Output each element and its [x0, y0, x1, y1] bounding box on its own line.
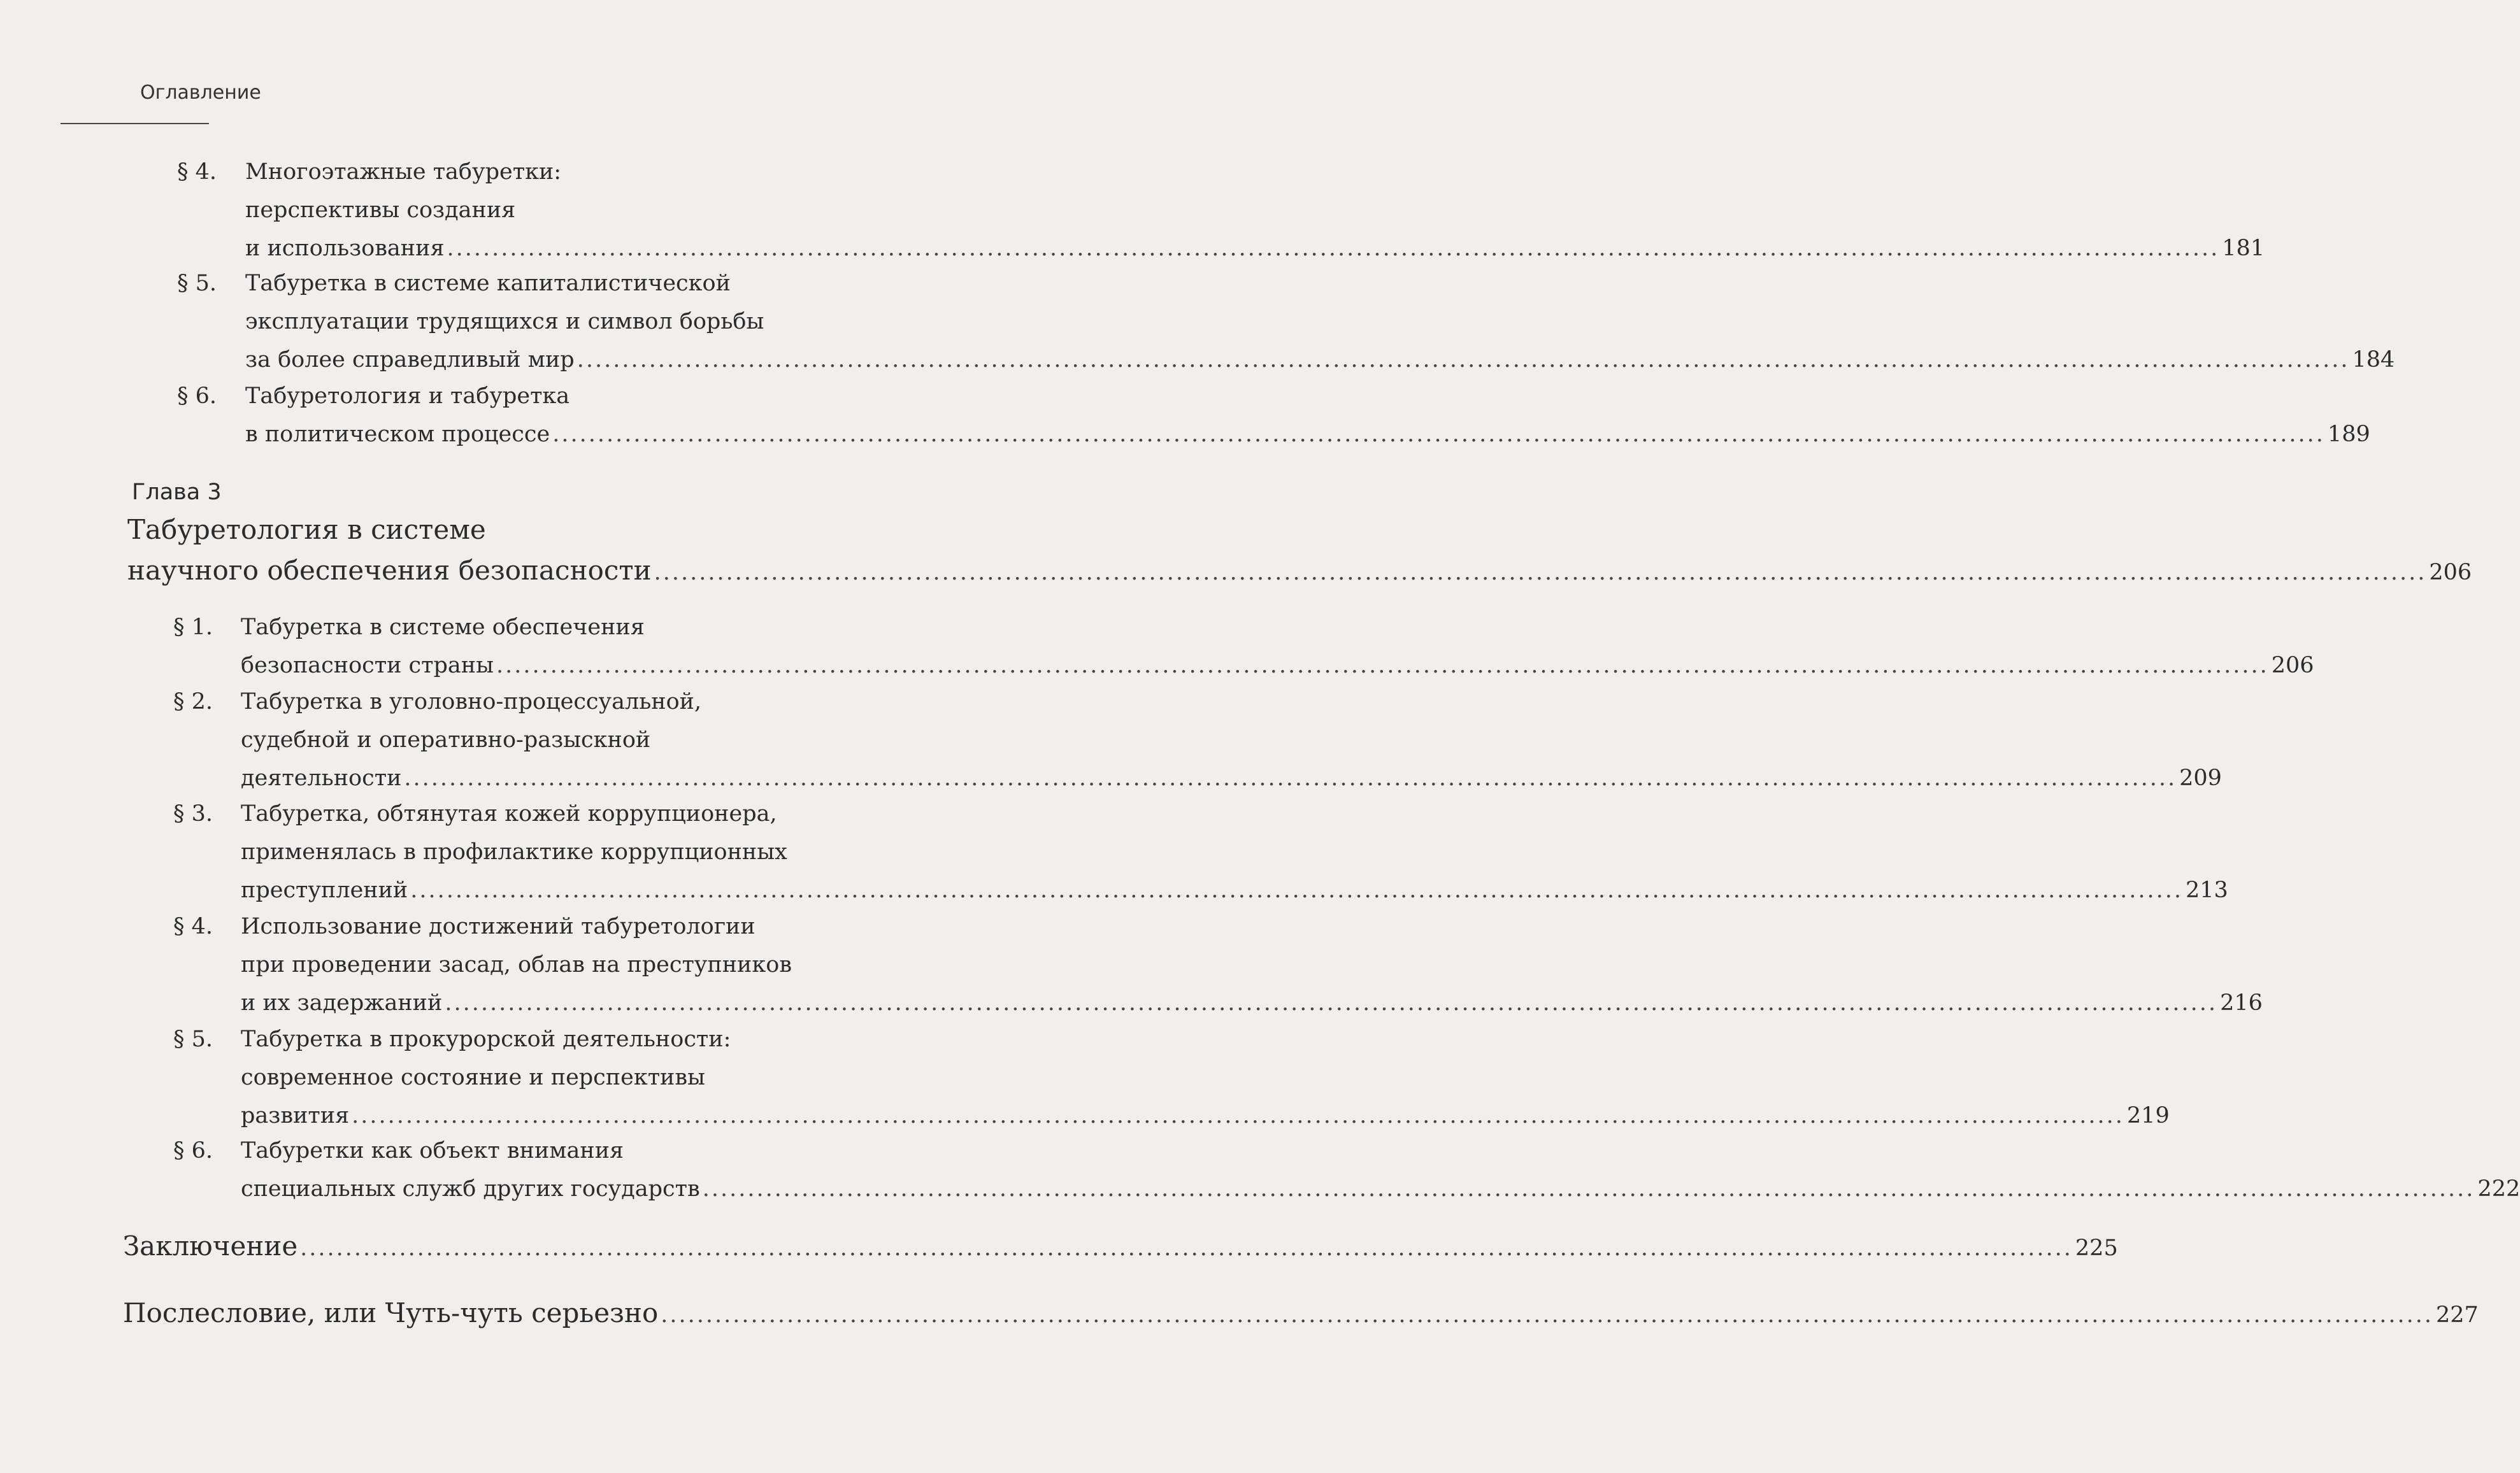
section-number: § 2. — [173, 689, 213, 715]
toc-entry-line: Табуретка, обтянутая кожей коррупционера, — [241, 801, 777, 827]
toc-entry-line: специальных служб других государств — [241, 1176, 700, 1202]
dot-leader: ..................................................................................................................................................................................................... — [404, 765, 2177, 791]
page-number: 219 — [2126, 1103, 2170, 1128]
toc-entry-line: в политическом процессе — [245, 422, 550, 447]
toc-entry-line: эксплуатации трудящихся и символ борьбы — [245, 309, 764, 334]
section-number: § 1. — [173, 615, 213, 640]
dot-leader: ..................................................................................................................................................................................................... — [496, 653, 2269, 678]
toc-entry-line: Табуретка в системе капиталистической — [245, 271, 731, 296]
toc-entry-line: современное состояние и перспективы — [241, 1065, 705, 1090]
toc-entry-line: Многоэтажные табуретки: — [245, 159, 562, 185]
afterword-title: Послесловие, или Чуть-чуть серьезно — [123, 1297, 659, 1328]
toc-entry-line: безопасности страны — [241, 653, 494, 678]
chapter-title-line: научного обеспечения безопасности — [127, 555, 652, 586]
running-head: Оглавление — [140, 82, 261, 104]
toc-entry-line: деятельности — [241, 765, 402, 791]
section-number: § 5. — [173, 1027, 213, 1052]
toc-entry-line: и их задержаний — [241, 990, 443, 1016]
toc-entry-line: преступлений — [241, 878, 408, 903]
toc-entry-line: Табуретка в уголовно-процессуальной, — [241, 689, 702, 715]
toc-entry-line: применялась в профилактике коррупционных — [241, 839, 787, 865]
dot-leader: ..................................................................................................................................................................................................... — [576, 347, 2350, 373]
toc-entry-line: Табуретки как объект внимания — [241, 1138, 624, 1163]
page-number: 227 — [2435, 1302, 2479, 1328]
toc-entry-line: и использования — [245, 236, 445, 261]
toc-entry-line: Табуретка в прокурорской деятельности: — [241, 1027, 731, 1052]
section-number: § 3. — [173, 801, 213, 827]
page-number: 222 — [2477, 1176, 2520, 1202]
page-number: 216 — [2220, 990, 2263, 1016]
chapter-title-line: Табуретология в системе — [127, 514, 486, 545]
section-number: § 6. — [177, 383, 217, 409]
toc-entry-line: при проведении засад, облав на преступников — [241, 952, 792, 978]
dot-leader: ..................................................................................................................................................................................................... — [447, 236, 2220, 261]
page-number: 225 — [2075, 1235, 2118, 1261]
toc-entry-line: судебной и оперативно-разыскной — [241, 727, 651, 753]
dot-leader: ..................................................................................................................................................................................................... — [702, 1176, 2475, 1202]
dot-leader: ..................................................................................................................................................................................................... — [410, 878, 2183, 903]
dot-leader: ..................................................................................................................................................................................................... — [352, 1103, 2124, 1128]
toc-entry-line: за более справедливый мир — [245, 347, 575, 373]
chapter-label: Глава 3 — [132, 480, 222, 505]
page-number: 206 — [2271, 653, 2314, 678]
conclusion-title: Заключение — [123, 1230, 298, 1262]
section-number: § 4. — [177, 159, 217, 185]
dot-leader: ..................................................................................................................................................................................................... — [300, 1235, 2073, 1261]
page-number: 181 — [2222, 236, 2265, 261]
page-number: 213 — [2186, 878, 2228, 903]
toc-entry-line: Табуретология и табуретка — [245, 383, 570, 409]
dot-leader: ..................................................................................................................................................................................................... — [552, 422, 2325, 447]
dot-leader: ..................................................................................................................................................................................................... — [661, 1302, 2433, 1328]
page-number: 184 — [2352, 347, 2395, 373]
toc-entry-line: развития — [241, 1103, 350, 1128]
page-number: 209 — [2179, 765, 2222, 791]
dot-leader: ..................................................................................................................................................................................................... — [445, 990, 2218, 1016]
header-rule — [61, 123, 209, 124]
dot-leader: ..................................................................................................................................................................................................... — [654, 560, 2427, 585]
page-number: 206 — [2429, 560, 2472, 585]
toc-entry-line: Использование достижений табуретологии — [241, 914, 755, 939]
section-number: § 4. — [173, 914, 213, 939]
section-number: § 5. — [177, 271, 217, 296]
page-number: 189 — [2327, 422, 2370, 447]
toc-entry-line: Табуретка в системе обеспечения — [241, 615, 645, 640]
section-number: § 6. — [173, 1138, 213, 1163]
toc-entry-line: перспективы создания — [245, 197, 516, 223]
